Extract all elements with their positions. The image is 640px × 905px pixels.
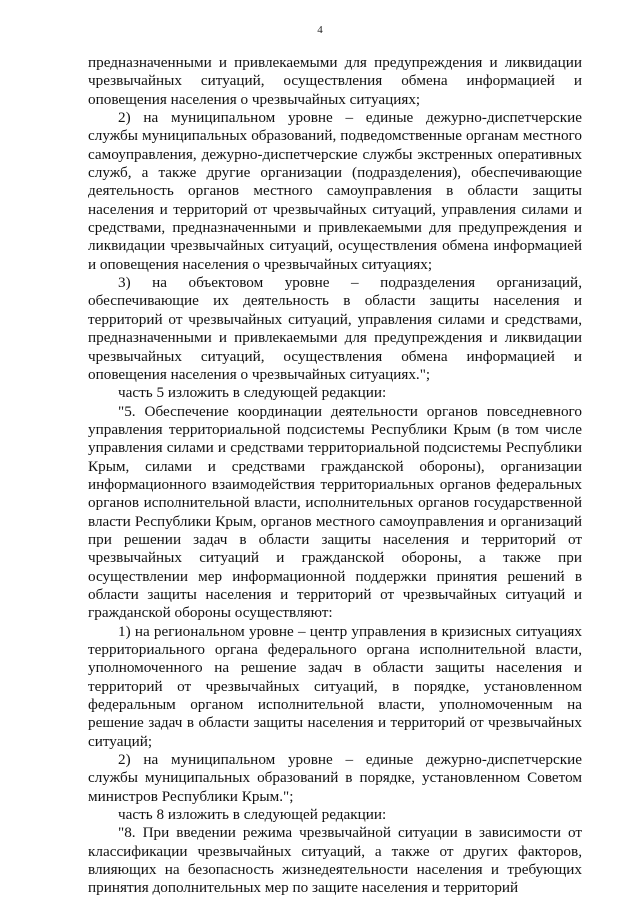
- paragraph-part5-text: "5. Обеспечение координации деятельности органов повседневного управления территориальной подсистемы Республики Крым (в том числе управления силами и средствами территориальной подсистемы Республики Крым, силами и средствами гражданской обороны), организации информационного взаимодействия территориальных органов федеральных органов исполнительной власти, исполнительных органов государственной власти Республики Крым, органов местного самоуправления и организаций при решении задач в области защиты населения и территорий от чрезвычайных ситуаций и гражданской обороны, а также при осуществлении мер информационной поддержки принятия решений в области защиты населения и территорий от чрезвычайных ситуаций и гражданской обороны осуществляют:: [88, 402, 582, 622]
- document-body: [88, 54, 582, 898]
- paragraph-part8-text: "8. При введении режима чрезвычайной ситуации в зависимости от классификации чрезвычайных ситуаций, а также от других факторов, влияющих на безопасность жизнедеятельности населения и требующих принятия дополнительных мер по защите населения и территорий: [88, 824, 582, 897]
- page-number: 4: [317, 24, 323, 36]
- paragraph-continuation: предназначенными и привлекаемыми для предупреждения и ликвидации чрезвычайных ситуаций, осуществления обмена информацией и оповещения населения о чрезвычайных ситуациях;: [88, 54, 582, 108]
- paragraph-part5-intro: часть 5 изложить в следующей редакции:: [118, 384, 387, 402]
- paragraph-municipal-level: 2) на муниципальном уровне – единые дежурно-диспетчерские службы муниципальных образований, подведомственные органам местного самоуправления, дежурно-диспетчерские службы экстренных оперативных служб, а также другие организации (подразделения), обеспечивающие деятельность органов местного самоуправления в области защиты населения и территорий от чрезвычайных ситуаций, управления силами и средствами, предназначенными и привлекаемыми для предупреждения и ликвидации чрезвычайных ситуаций, осуществления обмена информацией и оповещения населения о чрезвычайных ситуациях;: [88, 109, 582, 273]
- paragraph-object-level: 3) на объектовом уровне – подразделения организаций, обеспечивающие их деятельность в области защиты населения и территорий от чрезвычайных ситуаций, управления силами и средствами, предназначенными и привлекаемыми для предупреждения и ликвидации чрезвычайных ситуаций, осуществления обмена информацией и оповещения населения о чрезвычайных ситуациях.";: [88, 274, 582, 383]
- paragraph-regional-level: 1) на региональном уровне – центр управления в кризисных ситуациях территориального органа федерального органа исполнительной власти, уполномоченного на решение задач в области защиты населения и территорий от чрезвычайных ситуаций, в порядке, установленном федеральным органом исполнительной власти, уполномоченным на решение задач в области защиты населения и территорий от чрезвычайных ситуаций;: [88, 622, 582, 750]
- paragraph-part8-intro: часть 8 изложить в следующей редакции:: [118, 806, 387, 824]
- paragraph-municipal-level-2: 2) на муниципальном уровне – единые дежурно-диспетчерские службы муниципальных образований в порядке, установленном Советом министров Республики Крым.";: [88, 751, 582, 805]
